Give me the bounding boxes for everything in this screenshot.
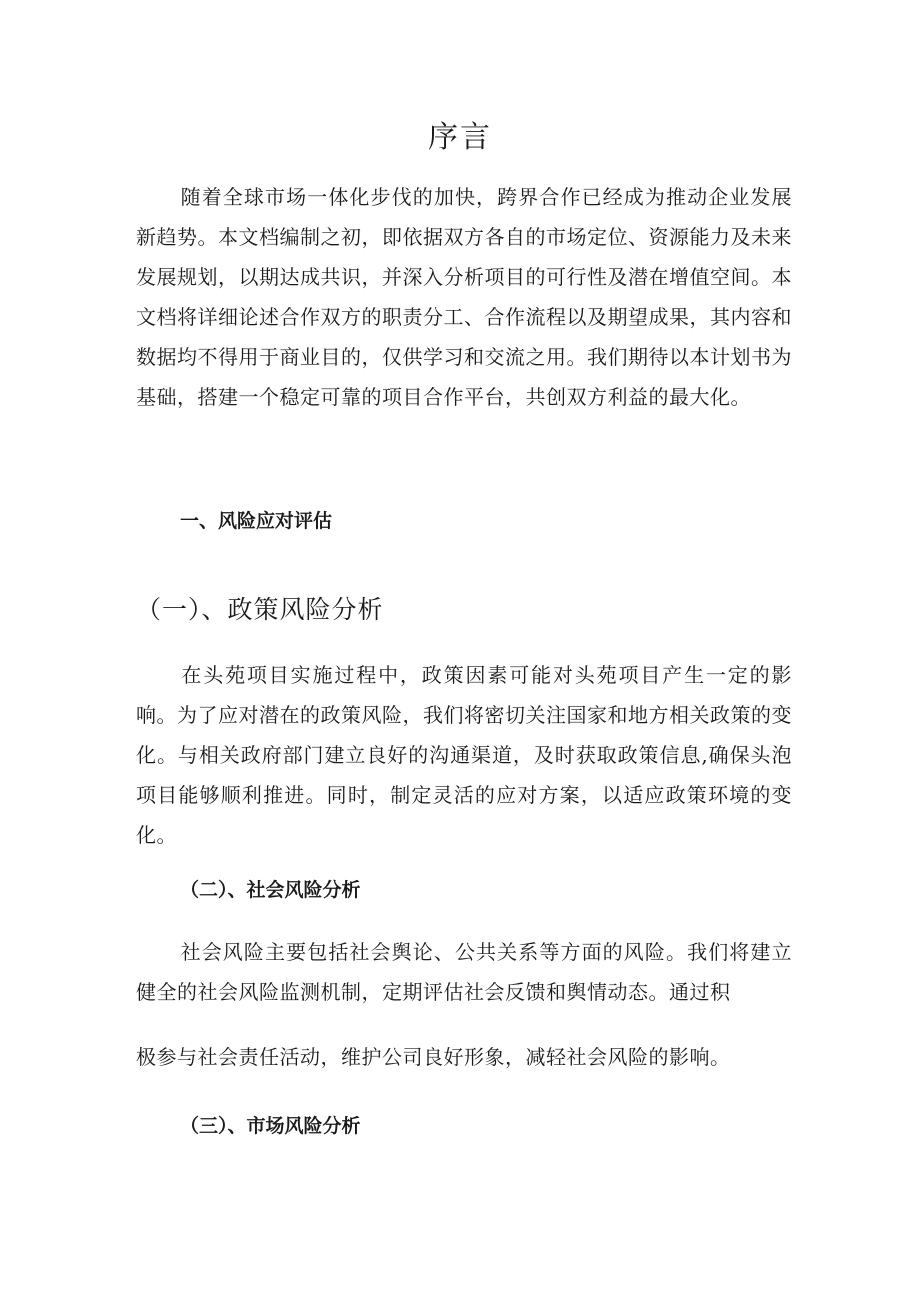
subsection-heading-social-risk: （二）、社会风险分析 bbox=[180, 879, 361, 901]
social-risk-paragraph bbox=[136, 932, 792, 1012]
social-risk-continuation: 极参与社会责任活动，维护公司良好形象，减轻社会风险的影响。 bbox=[136, 1045, 731, 1069]
preface-paragraph bbox=[136, 177, 792, 417]
subsection-heading-market-risk: （三）、市场风险分析 bbox=[180, 1115, 361, 1137]
page-title: 序言 bbox=[428, 120, 492, 155]
policy-risk-paragraph bbox=[136, 655, 792, 855]
preface-text: 随着全球市场一体化步伐的加快，跨界合作已经成为推动企业发展新趋势。本文档编制之初，即依据双方各自的市场定位、资源能力及未来发展规划，以期达成共识，并深入分析项目的可行性及潜在增值空间。本文档将详细论述合作双方的职责分工、合作流程以及期望成果，其内容和数据均不得用于商业目的，仅供学习和交流之用。我们期待以本计划书为基础，搭建一个稳定可靠的项目合作平台，共创双方利益的最大化。 bbox=[136, 185, 792, 409]
subsection-heading-policy-risk: （一）、政策风险分析 bbox=[136, 595, 384, 624]
policy-risk-text: 在头苑项目实施过程中，政策因素可能对头苑项目产生一定的影响。为了应对潜在的政策风险，我们将密切关注国家和地方相关政策的变化。与相关政府部门建立良好的沟通渠道，及时获取政策信息,确保头泡项目能够顺利推进。同时，制定灵活的应对方案，以适应政策环境的变化。 bbox=[136, 663, 792, 847]
social-risk-text-part1: 社会风险主要包括社会舆论、公共关系等方面的风险。我们将建立健全的社会风险监测机制，定期评估社会反馈和舆情动态。通过积 bbox=[136, 940, 792, 1004]
section-heading-risk-assessment: 一、风险应对评估 bbox=[180, 510, 333, 532]
